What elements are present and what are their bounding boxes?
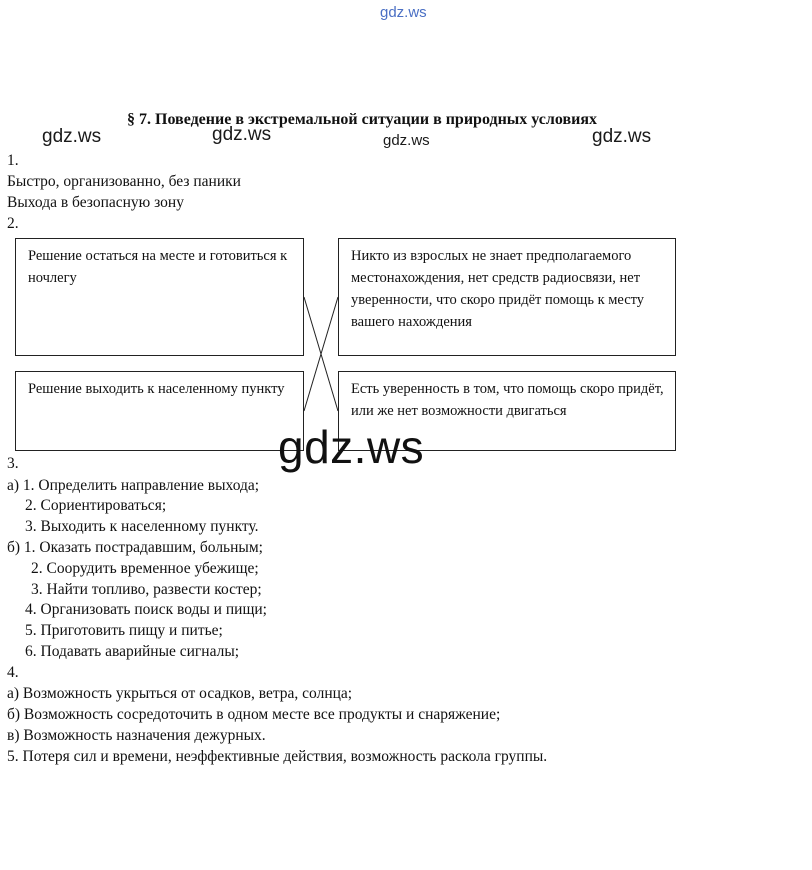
answer-line: 2. Сориентироваться; xyxy=(25,497,167,514)
answer-line: б) Возможность сосредоточить в одном месте все продукты и снаряжение; xyxy=(7,706,501,723)
watermark: gdz.ws xyxy=(592,126,652,147)
answer-line: Быстро, организованно, без паники xyxy=(7,173,241,190)
answer-line: 5. Потеря сил и времени, неэффективные действия, возможность раскола группы. xyxy=(7,748,548,765)
answer-line: а) 1. Определить направление выхода; xyxy=(7,477,260,494)
decision-stay-box xyxy=(15,238,304,356)
answer-line: в) Возможность назначения дежурных. xyxy=(7,727,266,744)
answer-line: 4. Организовать поиск воды и пищи; xyxy=(25,601,267,618)
answer-line: б) 1. Оказать пострадавшим, больным; xyxy=(7,539,263,556)
decision-stay-text: Решение остаться на месте и готовиться к ночлегу xyxy=(28,248,288,286)
answer-line: а) Возможность укрыться от осадков, ветра, солнца; xyxy=(7,685,353,702)
condition-no-help-text: Никто из взрослых не знает предполагаемого местонахождения, нет средств радиосвязи, нет уверенности, что скоро придёт помощь к месту вашего нахождения xyxy=(351,248,645,330)
watermark: gdz.ws xyxy=(212,124,272,145)
question-number: 3. xyxy=(7,455,19,472)
watermark: gdz.ws xyxy=(383,132,430,149)
condition-no-help-box xyxy=(338,238,676,356)
page-title: § 7. Поведение в экстремальной ситуации в природных условиях xyxy=(127,111,597,128)
answer-line: 2. Соорудить временное убежище; xyxy=(31,560,259,577)
answer-line: 5. Приготовить пищу и питье; xyxy=(25,622,223,639)
decision-go-text: Решение выходить к населенному пункту xyxy=(28,381,285,397)
decision-go-box xyxy=(15,371,304,451)
condition-help-coming-text: Есть уверенность в том, что помощь скоро придёт, или же нет возможности двигаться xyxy=(351,381,664,419)
answer-line: 3. Выходить к населенному пункту. xyxy=(25,518,259,535)
answer-line: 3. Найти топливо, развести костер; xyxy=(31,581,262,598)
answer-line: Выхода в безопасную зону xyxy=(7,194,184,211)
watermark-center: gdz.ws xyxy=(278,421,425,473)
question-number: 2. xyxy=(7,215,19,232)
question-number: 4. xyxy=(7,664,19,681)
question-number: 1. xyxy=(7,152,19,169)
watermark: gdz.ws xyxy=(42,126,102,147)
answer-line: 6. Подавать аварийные сигналы; xyxy=(25,643,240,660)
watermark-top: gdz.ws xyxy=(380,4,427,21)
